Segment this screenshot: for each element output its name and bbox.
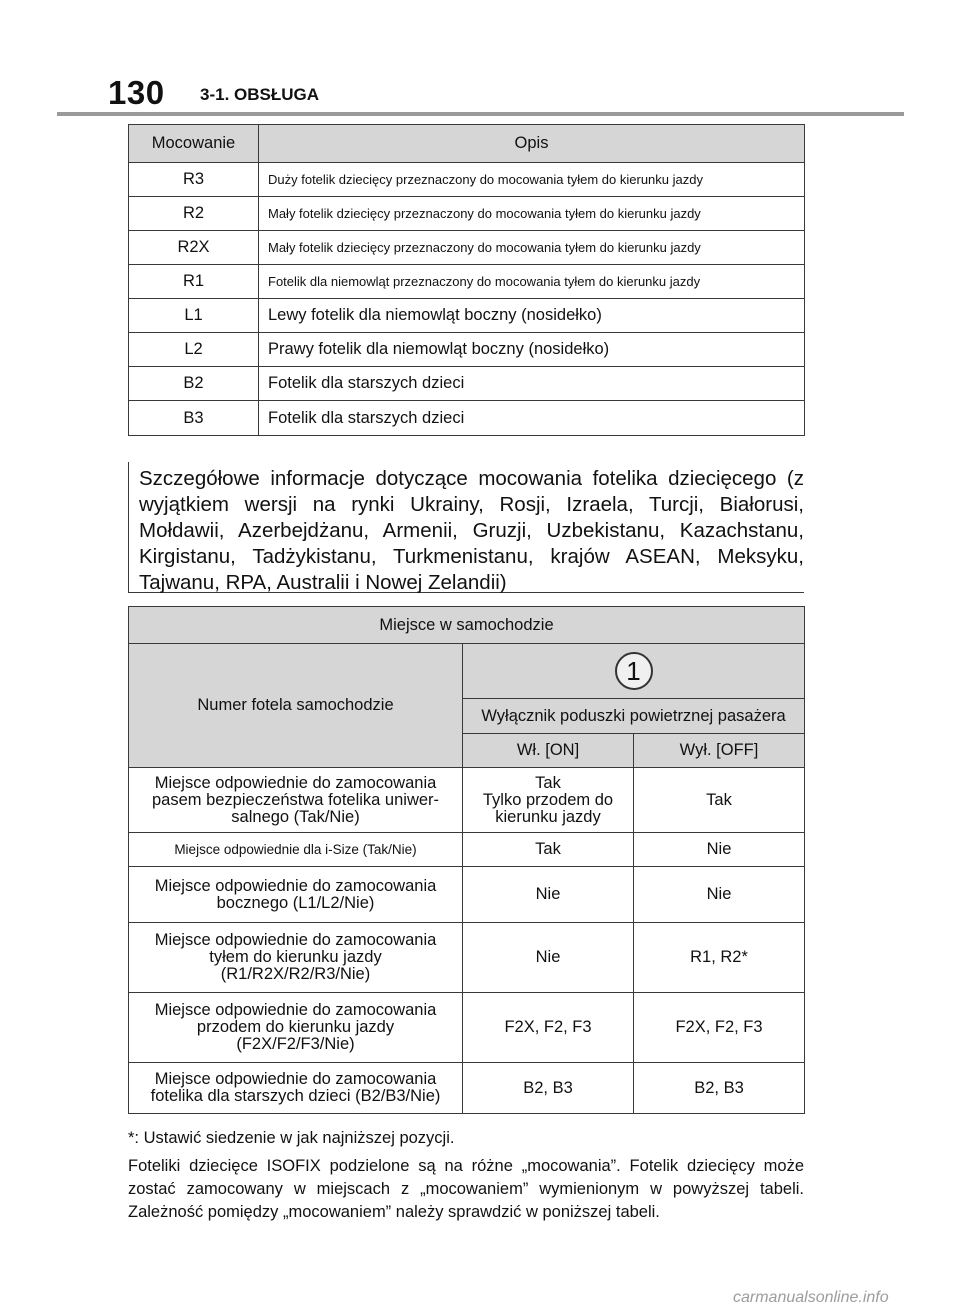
fixture-description: Mały fotelik dziecięcy przeznaczony do mocowania tyłem do kierunku jazdy [259, 197, 805, 231]
fixture-description: Fotelik dla niemowląt przeznaczony do mocowania tyłem do kierunku jazdy [259, 265, 805, 299]
fixture-description: Fotelik dla starszych dzieci [259, 367, 805, 401]
fixture-description: Mały fotelik dziecięcy przeznaczony do mocowania tyłem do kierunku jazdy [259, 231, 805, 265]
seat-number-badge: 1 [615, 652, 653, 690]
fixture-description: Lewy fotelik dla niemowląt boczny (nosidełko) [259, 299, 805, 333]
value-on: Nie [463, 923, 634, 993]
value-on: Tak [463, 833, 634, 867]
value-off: B2, B3 [634, 1063, 805, 1114]
row-label: Miejsce odpowiednie do zamocowania przodem do kierunku jazdy (F2X/F2/F3/Nie) [129, 993, 463, 1063]
value-off: Tak [634, 768, 805, 833]
info-box [128, 462, 804, 593]
table-row [129, 1063, 805, 1114]
fixture-description: Fotelik dla starszych dzieci [259, 401, 805, 436]
column-header-description: Opis [259, 125, 805, 163]
footnote: *: Ustawić siedzenie w jak najniższej pozycji. [128, 1129, 455, 1147]
fixture-table-header [129, 125, 805, 163]
row-label: Miejsce odpowiednie do zamocowania tyłem do kierunku jazdy (R1/R2X/R2/R3/Nie) [129, 923, 463, 993]
table-row [129, 923, 805, 993]
table-row [129, 299, 805, 333]
value-off: Nie [634, 867, 805, 923]
section-title: 3-1. OBSŁUGA [200, 85, 320, 104]
table-row [129, 197, 805, 231]
table-row [129, 867, 805, 923]
fixture-code: B2 [129, 367, 259, 401]
table-row [129, 607, 805, 644]
fixture-code: L1 [129, 299, 259, 333]
fixture-code: R2X [129, 231, 259, 265]
seat-number-cell [463, 644, 805, 699]
value-off: F2X, F2, F3 [634, 993, 805, 1063]
fixture-code: B3 [129, 401, 259, 436]
switch-off-header: Wył. [OFF] [634, 734, 805, 768]
fixture-description: Prawy fotelik dla niemowląt boczny (nosidełko) [259, 333, 805, 367]
column-header-fixture: Mocowanie [129, 125, 259, 163]
fixture-code: R2 [129, 197, 259, 231]
header-rule [57, 112, 904, 116]
watermark: carmanualsonline.info [733, 1289, 889, 1306]
location-header: Miejsce w samochodzie [129, 607, 805, 644]
row-label: Miejsce odpowiednie dla i-Size (Tak/Nie) [129, 833, 463, 867]
table-row [129, 333, 805, 367]
row-label: Miejsce odpowiednie do zamocowania bocznego (L1/L2/Nie) [129, 867, 463, 923]
table-row [129, 265, 805, 299]
table-row [129, 163, 805, 197]
value-on: Nie [463, 867, 634, 923]
table-row [129, 833, 805, 867]
seat-suitability-table [128, 606, 805, 1114]
row-label: Miejsce odpowiednie do zamocowania pasem bezpieczeństwa fotelika uniwer- salnego (Tak/Nie) [129, 768, 463, 833]
switch-on-header: Wł. [ON] [463, 734, 634, 768]
table-row [129, 993, 805, 1063]
table-row [129, 401, 805, 436]
fixture-code: R1 [129, 265, 259, 299]
table-row [129, 231, 805, 265]
value-on: B2, B3 [463, 1063, 634, 1114]
row-label: Miejsce odpowiednie do zamocowania fotelika dla starszych dzieci (B2/B3/Nie) [129, 1063, 463, 1114]
body-paragraph: Foteliki dziecięce ISOFIX podzielone są na różne „mocowania”. Fotelik dziecięcy może zostać zamocowany w miejscach z „mocowaniem” wymienionym w powyższej tabeli. Zależność pomiędzy „mocowaniem” należy sprawdzić w poniższej tabeli. [128, 1157, 804, 1221]
value-off: Nie [634, 833, 805, 867]
fixture-table [128, 124, 805, 436]
airbag-switch-label: Wyłącznik poduszki powietrznej pasażera [463, 699, 805, 734]
fixture-code: L2 [129, 333, 259, 367]
table-row [129, 644, 805, 699]
value-on: F2X, F2, F3 [463, 993, 634, 1063]
page-number: 130 [108, 74, 165, 111]
value-off: R1, R2* [634, 923, 805, 993]
value-on: Tak Tylko przodem do kierunku jazdy [463, 768, 634, 833]
table-row [129, 367, 805, 401]
fixture-description: Duży fotelik dziecięcy przeznaczony do mocowania tyłem do kierunku jazdy [259, 163, 805, 197]
seat-number-label: Numer fotela samochodzie [129, 644, 463, 768]
info-text: Szczegółowe informacje dotyczące mocowania fotelika dziecięcego (z wyjątkiem wersji na rynki Ukrainy, Rosji, Izraela, Turcji, Białorusi, Mołdawii, Azerbejdżanu, Armenii, Gruzji, Uzbekistanu, Kazachstanu, Kirgistanu, Tadżykistanu, Turkmenistanu, krajów ASEAN, Meksyku, Tajwanu, RPA, Australii i Nowej Zelandii) [139, 467, 804, 594]
table-row [129, 768, 805, 833]
fixture-code: R3 [129, 163, 259, 197]
